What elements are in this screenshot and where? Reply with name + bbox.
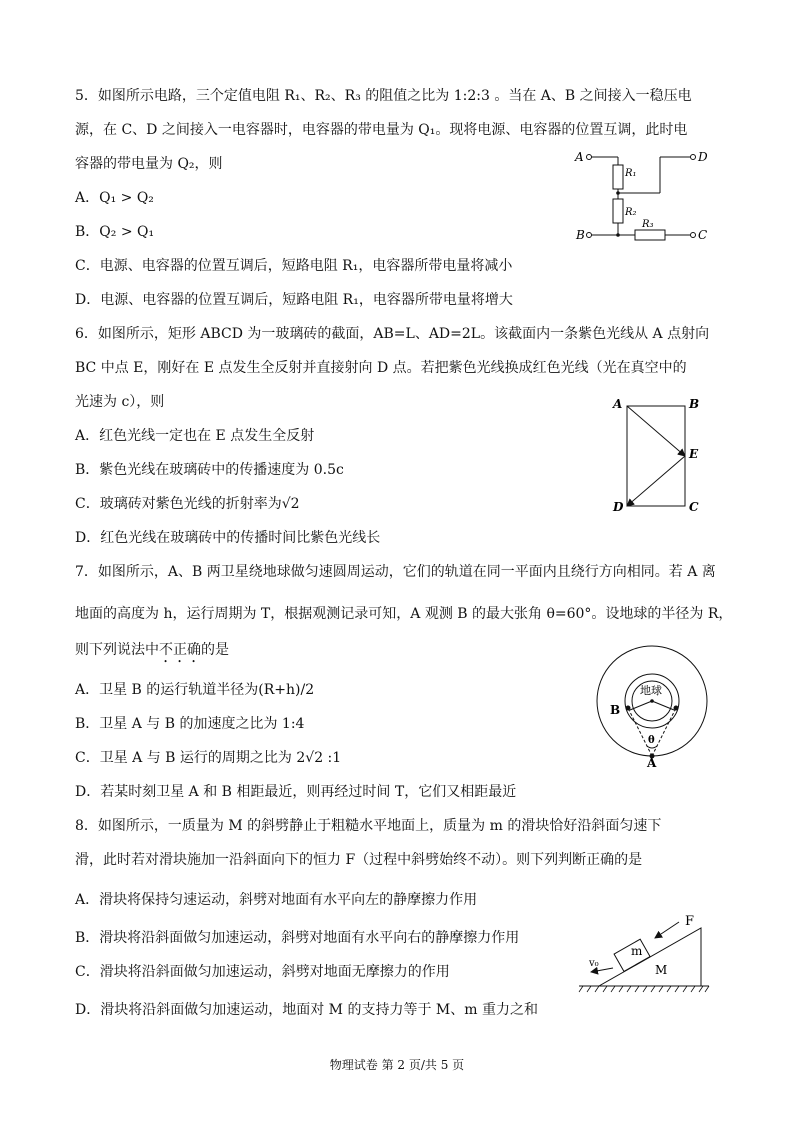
q5-circuit-diagram	[570, 145, 720, 250]
q7-option-c: C．卫星 A 与 B 运行的周期之比为 2√2 :1	[75, 750, 342, 766]
label-c: C	[689, 500, 699, 514]
light-ray-ae	[627, 406, 685, 456]
radius-to-b	[630, 701, 652, 710]
q8-option-c: C．滑块将沿斜面做匀加速运动，斜劈对地面无摩擦力的作用	[75, 964, 450, 980]
q7-option-d: D．若某时刻卫星 A 和 B 相距最近，则再经过时间 T，它们又相距最近	[75, 784, 517, 800]
label-v0: v₀	[589, 958, 599, 969]
satellite-b-right	[674, 706, 679, 711]
label-f: F	[685, 914, 695, 929]
angle-arc	[647, 746, 657, 748]
ground-hatching	[579, 986, 709, 992]
q6-glass-brick-diagram	[605, 392, 705, 520]
q6-option-a: A．红色光线一定也在 E 点发生全反射	[75, 428, 315, 444]
q6-option-c: C．玻璃砖对紫色光线的折射率为√2	[75, 496, 300, 512]
label-earth: 地球	[640, 684, 662, 697]
junction-dot	[616, 191, 620, 195]
q5-stem-line-3: 容器的带电量为 Q₂，则	[75, 156, 223, 172]
q5-option-d: D．电源、电容器的位置互调后，短路电阻 R₁，电容器所带电量将增大	[75, 292, 513, 308]
label-b: B	[576, 228, 585, 242]
label-a: A	[613, 397, 623, 411]
q5-option-b: B．Q₂ > Q₁	[75, 224, 155, 240]
label-r3: R₃	[642, 219, 654, 230]
label-r2: R₂	[625, 207, 637, 218]
label-theta: θ	[648, 735, 655, 746]
satellite-b-left	[626, 706, 631, 711]
q7-stem-line-3-pre: 则下列说法中	[75, 642, 159, 658]
q8-option-d: D．滑块将沿斜面做匀加速运动，地面对 M 的支持力等于 M、m 重力之和	[75, 1002, 538, 1018]
q7-stem-line-2: 地面的高度为 h，运行周期为 T，根据观测记录可知，A 观测 B 的最大张角 θ=60°。设地球的半径为 R，	[75, 606, 733, 622]
q6-option-d: D．红色光线在玻璃砖中的传播时间比紫色光线长	[75, 530, 381, 546]
label-b: B	[689, 397, 700, 411]
q8-option-a: A．滑块将保持匀速运动，斜劈对地面有水平向左的静摩擦力作用	[75, 892, 478, 908]
q5-option-c: C．电源、电容器的位置互调后，短路电阻 R₁，电容器所带电量将减小	[75, 258, 513, 274]
q7-option-a: A．卫星 B 的运行轨道半径为(R+h)/2	[75, 682, 315, 698]
q6-stem-line-2: BC 中点 E，刚好在 E 点发生全反射并直接射向 D 点。若把紫色光线换成红色光线（光在真空中的	[75, 360, 687, 376]
label-m-small: m	[631, 944, 643, 958]
q7-stem-line-1: 7．如图所示，A、B 两卫星绕地球做匀速圆周运动，它们的轨道在同一平面内且绕行方向相同。若 A 离	[75, 564, 716, 580]
q7-emphasis-not-correct: 不正确	[159, 642, 201, 658]
label-d: D	[613, 500, 624, 514]
q5-stem-line-2: 源，在 C、D 之间接入一电容器时，电容器的带电量为 Q₁。现将电源、电容器的位置互调，此时电	[75, 122, 688, 138]
q6-stem-line-1: 6．如图所示，矩形 ABCD 为一玻璃砖的截面，AB=L、AD=2L。该截面内一条紫色光线从 A 点射向	[75, 326, 710, 342]
q7-option-b: B．卫星 A 与 B 的加速度之比为 1:4	[75, 716, 305, 732]
light-ray-ed	[627, 456, 685, 506]
rectangle-abcd	[627, 406, 685, 506]
q8-stem-line-1: 8．如图所示，一质量为 M 的斜劈静止于粗糙水平地面上，质量为 m 的滑块恰好沿斜面匀速下	[75, 818, 662, 834]
label-m-large: M	[655, 963, 668, 977]
tangent-line-left	[628, 708, 652, 756]
q7-satellite-orbit-diagram	[590, 638, 720, 768]
page-footer: 物理试卷 第 2 页/共 5 页	[329, 1058, 465, 1072]
q6-stem-line-3: 光速为 c），则	[75, 394, 165, 410]
label-a: A	[647, 756, 657, 768]
label-r1: R₁	[625, 168, 637, 179]
q6-option-b: B．紫色光线在玻璃砖中的传播速度为 0.5c	[75, 462, 344, 478]
junction-dot	[616, 233, 620, 237]
radius-to-b-right	[652, 701, 674, 710]
label-b: B	[610, 703, 621, 717]
q7-stem-line-3	[75, 640, 229, 666]
q8-option-b: B．滑块将沿斜面做匀加速运动，斜劈对地面有水平向右的静摩擦力作用	[75, 930, 520, 946]
q5-stem-line-1: 5．如图所示电路，三个定值电阻 R₁、R₂、R₃ 的阻值之比为 1:2:3 。当在 A、B 之间接入一稳压电	[75, 88, 692, 104]
label-e: E	[689, 447, 699, 461]
q5-option-a: A．Q₁ > Q₂	[75, 190, 154, 206]
q8-wedge-diagram	[575, 908, 715, 998]
label-d: D	[698, 150, 708, 164]
force-f-arrow	[655, 922, 679, 938]
q7-stem-line-3-post: 的是	[201, 642, 229, 658]
tangent-line-right	[652, 708, 676, 756]
q8-stem-line-2: 滑，此时若对滑块施加一沿斜面向下的恒力 F（过程中斜劈始终不动）。则下列判断正确的是	[75, 852, 643, 868]
label-a: A	[575, 150, 584, 164]
label-c: C	[698, 228, 708, 242]
